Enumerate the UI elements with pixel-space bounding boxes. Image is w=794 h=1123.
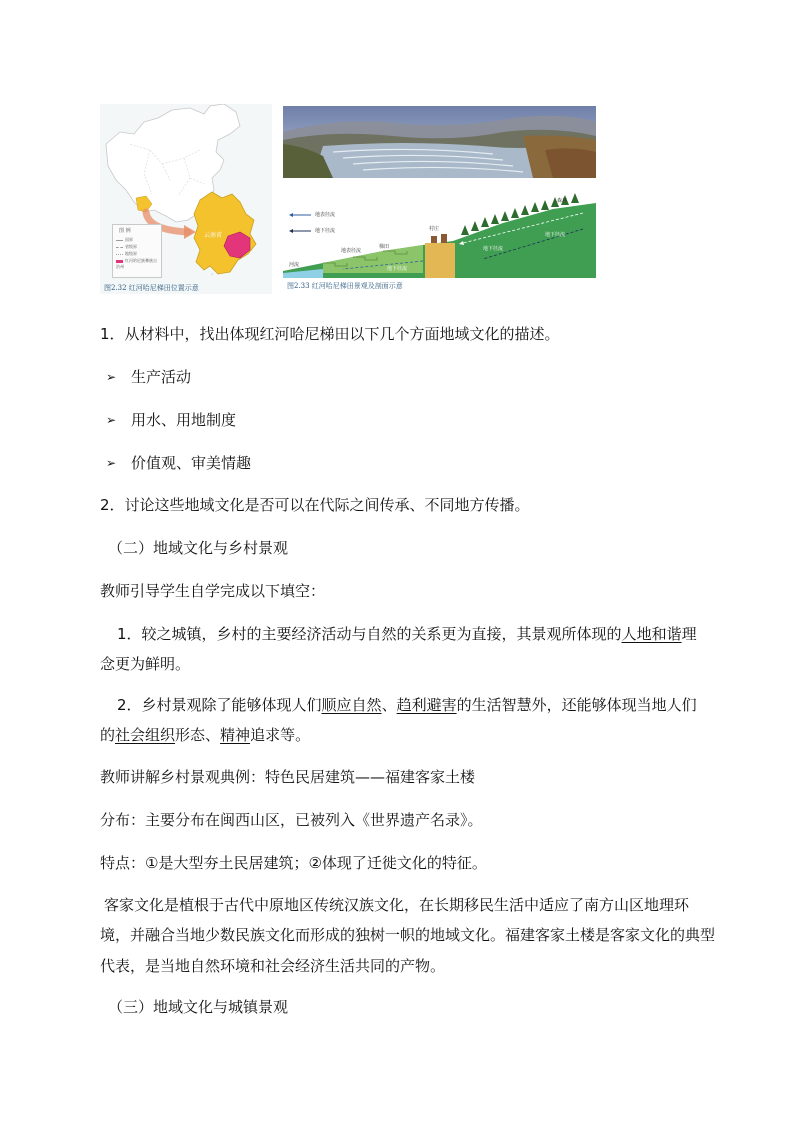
fill-in-1: 1．较之城镇，乡村的主要经济活动与自然的关系更为直接，其景观所体现的人地和谐理 xyxy=(117,625,697,643)
blank-answer: 社会组织 xyxy=(115,726,176,744)
bullet-arrow-icon: ➢ xyxy=(106,370,117,384)
bullet-arrow-icon: ➢ xyxy=(106,456,117,470)
bullet-item-water-land: 用水、用地制度 xyxy=(131,411,237,429)
bullet-item-production: 生产活动 xyxy=(131,368,192,386)
hakka-paragraph-line1: 客家文化是植根于古代中原地区传统汉族文化，在长期移民生活中适应了南方山区地理环 xyxy=(104,896,690,914)
label-river: 河流 xyxy=(289,262,300,268)
label-village: 村庄 xyxy=(429,226,440,232)
honghe-swatch xyxy=(116,260,123,263)
distribution-text: 分布：主要分布在闽西山区，已被列入《世界遗产名录》。 xyxy=(100,811,483,829)
bullet-arrow-icon: ➢ xyxy=(106,413,117,427)
label-surface-runoff-2: 地表径流 xyxy=(341,248,362,254)
national-border-swatch xyxy=(116,240,123,241)
fill-in-2-line2: 的社会组织形态、精神追求等。 xyxy=(100,726,311,744)
terrace-photo xyxy=(283,106,596,178)
label-terrace: 梯田 xyxy=(379,244,390,250)
terrace-landscape-picture xyxy=(283,106,596,178)
map-caption: 图2.32 红河哈尼梯田位置示意 xyxy=(104,284,199,292)
prefecture-border-swatch xyxy=(116,254,123,255)
label-groundwater-runoff-3: 地下径流 xyxy=(483,246,504,252)
terrace-profile-diagram xyxy=(283,183,596,278)
question-1: 1．从材料中，找出体现红河哈尼梯田以下几个方面地域文化的描述。 xyxy=(100,325,560,343)
legend-item-honghe: 红河哈尼族彝族自治州 xyxy=(116,258,157,269)
hakka-paragraph-line2: 境，并融合当地少数民族文化而形成的独树一帜的地域文化。福建客家土楼是客家文化的典型 xyxy=(100,926,716,944)
legend-item-national-border: 国界 xyxy=(116,237,133,243)
blank-answer: 顺应自然 xyxy=(321,696,382,714)
features-text: 特点：①是大型夯土民居建筑；②体现了迁徙文化的特征。 xyxy=(100,854,487,872)
legend-title: 图 例 xyxy=(119,228,131,234)
section-heading-urban: （三）地域文化与城镇景观 xyxy=(108,998,289,1016)
section-heading-rural: （二）地域文化与乡村景观 xyxy=(108,539,289,557)
bullet-item-values: 价值观、审美情趣 xyxy=(131,454,252,472)
question-2: 2．讨论这些地域文化是否可以在代际之间传承、不同地方传播。 xyxy=(100,496,530,514)
label-forest: 森林 xyxy=(557,198,568,204)
blank-answer: 精神 xyxy=(220,726,251,744)
label-groundwater-runoff: 地下径流 xyxy=(315,228,336,234)
label-surface-runoff: 地表径流 xyxy=(315,212,336,218)
legend-item-province-border: 省级界 xyxy=(116,244,137,250)
label-groundwater-runoff-4: 地下径流 xyxy=(545,232,566,238)
label-groundwater-runoff-2: 地下径流 xyxy=(387,266,408,272)
profile-caption: 图2.33 红河哈尼梯田景观及剖面示意 xyxy=(287,282,403,290)
fill-in-2: 2．乡村景观除了能够体现人们顺应自然、趋利避害的生活智慧外，还能够体现当地人们 xyxy=(117,696,697,714)
guide-text: 教师引导学生自学完成以下填空： xyxy=(100,582,326,600)
fill-in-1-line2: 念更为鲜明。 xyxy=(100,655,191,673)
province-border-swatch xyxy=(116,247,123,248)
map-legend xyxy=(112,224,162,278)
lecture-example: 教师讲解乡村景观典例：特色民居建筑——福建客家土楼 xyxy=(100,768,476,786)
province-label: 云南省 xyxy=(204,232,223,239)
blank-answer: 人地和谐 xyxy=(621,625,682,643)
blank-answer: 趋利避害 xyxy=(396,696,457,714)
hakka-paragraph-line3: 代表，是当地自然环境和社会经济生活共同的产物。 xyxy=(100,957,446,975)
legend-item-prefecture-border: 地级界 xyxy=(116,251,137,257)
